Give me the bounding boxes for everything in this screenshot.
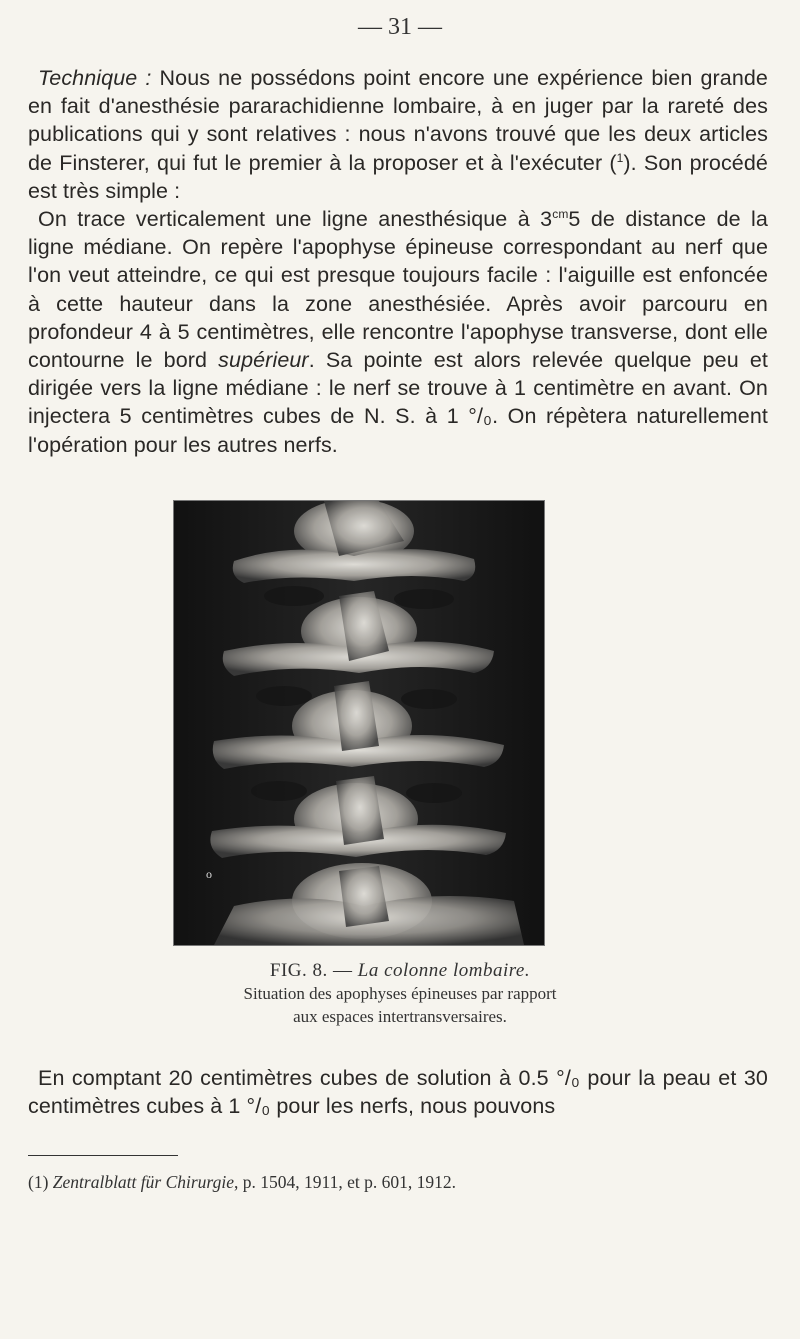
paragraph-procedure bbox=[28, 205, 768, 459]
figure-caption-line-1: Situation des apophyses épineuses par rapport bbox=[243, 984, 557, 1003]
body-text-bottom bbox=[28, 1064, 768, 1120]
footnote-divider bbox=[28, 1155, 178, 1156]
unit-superscript: cm bbox=[552, 207, 569, 222]
paragraph-dosage: En comptant 20 centimètres cubes de solution à 0.5 °/₀ pour la peau et 30 centimètres cubes à 1 °/₀ pour les nerfs, nous pouvons bbox=[28, 1066, 768, 1119]
footnote-journal: Zentralblatt für Chirurgie bbox=[52, 1172, 234, 1192]
paragraph-text-1: On trace verticalement une ligne anesthésique à 3 bbox=[38, 207, 553, 232]
figure-caption-line-2: aux espaces intertransversaires. bbox=[293, 1007, 507, 1026]
figure-caption-title bbox=[0, 960, 800, 982]
footnote-ref: 1 bbox=[616, 150, 624, 165]
paragraph-tail: ). Son procédé est très simple : bbox=[28, 150, 768, 203]
section-lead: Technique : bbox=[38, 66, 152, 90]
paragraph-text: Nous ne possédons point encore une expérience bien grande en fait d'anesthésie pararachidienne lombaire, à en juger par la rareté des publications qui y sont relatives : nous n'avons trouvé que les deux articles de Finsterer, qui fut le premier à la proposer et à l'exécuter ( bbox=[28, 66, 768, 175]
footnote-number: (1) bbox=[28, 1172, 49, 1192]
figure-lumbar-spine-photo bbox=[173, 500, 545, 946]
paragraph-text-2: 5 de distance de la ligne médiane. On repère l'apophyse épineuse correspondant au nerf que l'on veut atteindre, ce qui est presque toujours facile : l'aiguille est enfoncée à cette hauteur dans la zone anesthésiée. Après avoir parcouru en profondeur 4 à 5 centimètres, elle rencontre l'apophyse transverse, dont elle contourne le bord bbox=[28, 207, 768, 373]
spine-xray-illustration bbox=[174, 501, 544, 945]
page-number: — 31 — bbox=[358, 14, 442, 40]
figure-caption bbox=[0, 960, 800, 1028]
paragraph-technique bbox=[28, 64, 768, 205]
figure-dash: — bbox=[327, 960, 358, 981]
figure-title: La colonne lombaire. bbox=[357, 960, 531, 981]
figure-mark: o bbox=[206, 867, 212, 881]
paragraph-text-3: . Sa pointe est alors relevée quelque peu et dirigée vers la ligne médiane : le nerf se trouve à 1 centimètre en avant. On injectera 5 centimètres cubes de N. S. à 1 °/₀. On répètera naturellement l'opération pour les autres nerfs. bbox=[28, 348, 768, 457]
footnote-details: , p. 1504, 1911, et p. 601, 1912. bbox=[233, 1172, 456, 1192]
footnote bbox=[28, 1172, 788, 1193]
emphasis-word: supérieur bbox=[218, 348, 309, 373]
body-text-top bbox=[28, 64, 768, 459]
figure-label: FIG. 8. bbox=[269, 960, 328, 981]
